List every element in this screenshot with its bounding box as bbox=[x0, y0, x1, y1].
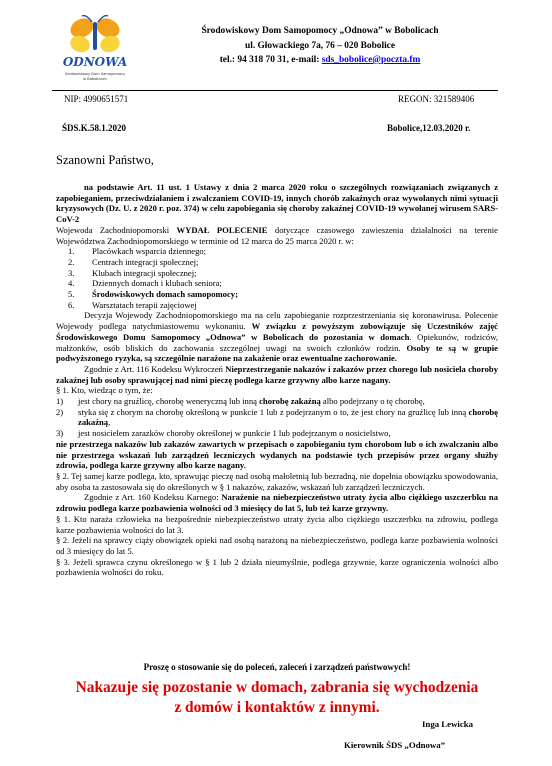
letter-date: Bobolice,12.03.2020 r. bbox=[387, 123, 471, 133]
art160-s1: § 1. Kto naraża człowieka na bezpośrednie niebezpieczeństwo utraty życia albo ciężkiego uszczerbku na zdrowiu, podlega karze pozbawienia wolności do lat 3. bbox=[56, 513, 498, 535]
text-span: dotyczące czasowego zawieszenia działalności na terenie Województwa Zachodniopomorskiego w terminie od 12 marca do 25 marca 2020 r. w: bbox=[56, 224, 498, 246]
letterhead bbox=[160, 24, 480, 68]
art160-paragraph bbox=[56, 492, 498, 513]
list-item bbox=[56, 289, 498, 300]
list-number: 5. bbox=[68, 289, 75, 300]
list-text: Klubach integracji społecznej; bbox=[92, 267, 197, 278]
compliance-request: Proszę o stosowanie się do poleceń, zaleceń i zarządzeń państwowych! bbox=[143, 662, 411, 672]
nip-number: NIP: 4990651571 bbox=[64, 94, 129, 104]
art116-conditions-list bbox=[56, 396, 498, 439]
logo-wordmark: ODNOWA bbox=[62, 55, 128, 69]
list-number: 6. bbox=[68, 299, 75, 310]
list-number: 2. bbox=[68, 256, 75, 267]
header-divider bbox=[52, 90, 498, 91]
list-number: 1. bbox=[68, 246, 75, 257]
organization-name: Środowiskowy Dom Samopomocy „Odnowa” w Bobolicach bbox=[201, 26, 439, 36]
text-span: Narażenie na niebezpieczeństwo utraty życia albo ciężkiego uszczerbku na zdrowiu podlega karze pozbawienia wolności od 3 miesięcy do lat 5, lub też karze grzywny. bbox=[56, 492, 498, 514]
list-item bbox=[56, 246, 498, 257]
text-span: , bbox=[108, 417, 111, 428]
signer-role: Kierownik ŚDS „Odnowa” bbox=[344, 740, 446, 750]
legal-basis-paragraph: na podstawie Art. 11 ust. 1 Ustawy z dnia 2 marca 2020 roku o szczególnych rozwiązaniach związanych z zapobieganiem, przeciwdziałaniem i zwalczaniem COVID-19, innych chorób zakaźnych oraz wywołanych nimi sytuacji kryzysowych (Dz. U. z 2020 r. poz. 374) w celu zapobiegania się choroby zakaźnej COVID-19 wywołanej wirusem SARS-CoV-2 bbox=[56, 182, 498, 225]
organization-contact bbox=[160, 53, 480, 68]
text-span: Osoby te są w grupie podwyższonego ryzyka, są szczególnie narażone na zakażenie oraz ewentualne zachorowanie. bbox=[56, 342, 498, 364]
signer-name: Inga Lewicka bbox=[422, 719, 474, 729]
logo-caption-line2: w Bobolicach bbox=[83, 77, 107, 81]
list-text: Dziennych domach i klubach seniora; bbox=[92, 278, 222, 289]
letter-body bbox=[56, 182, 498, 578]
text-span: Decyzja Wojewody Zachodniopomorskiego ma na celu zapobieganie rozprzestrzeniania się koronawirusa. Polecenie Wojewody podlega natychmiastowemu wykonaniu. bbox=[56, 310, 498, 332]
art160-s2: § 2. Jeżeli na sprawcy ciąży obowiązek opieki nad osobą narażoną na niebezpieczeństwo, podlega karze pozbawienia wolności od 3 miesięcy do lat 5. bbox=[56, 535, 498, 556]
text-span: Nieprzestrzeganie nakazów i zakazów przez chorego lub nosiciela choroby zakaźnej lub osoby sprawującej nad nimi pieczę podlega karze grzywny albo karze nagany. bbox=[56, 363, 499, 385]
art116-penalty: nie przestrzega nakazów lub zakazów zawartych w przepisach o zapobieganiu tym chorobom lub o ich zwalczaniu albo nie przestrzega wskazań lub zarządzeń leczniczych wydanych na podstawie tych przepisów przez organy służby zdrowia, podlega karze grzywny albo karze nagany. bbox=[56, 438, 498, 471]
decision-paragraph bbox=[56, 310, 498, 364]
list-text: Środowiskowych domach samopomocy; bbox=[92, 289, 238, 300]
greeting: Szanowni Państwo, bbox=[56, 153, 154, 167]
reference-number: ŚDS.K.58.1.2020 bbox=[62, 123, 127, 133]
logo-caption-line1: Środowiskowy Dom Samopomocy bbox=[64, 72, 126, 76]
list-number: 4. bbox=[68, 278, 75, 289]
order-line-2: z domów i kontaktów z innymi. bbox=[174, 698, 380, 716]
list-item bbox=[56, 407, 498, 428]
list-item bbox=[56, 278, 498, 289]
organization-address: ul. Głowackiego 7a, 76 – 020 Bobolice bbox=[245, 40, 395, 51]
list-number: 3. bbox=[68, 267, 75, 278]
list-number: 1) bbox=[56, 396, 64, 407]
list-number: 3) bbox=[56, 428, 64, 439]
organization-logo bbox=[52, 14, 138, 88]
art160-s3: § 3. Jeżeli sprawca czynu określonego w § 1 lub 2 działa nieumyślnie, podlega grzywnie, karze ograniczenia wolności albo pozbawienia wolności do roku. bbox=[56, 556, 498, 578]
text-span: Zgodnie z Art. 160 Kodeksu Karnego: bbox=[84, 492, 222, 503]
text-span: . Opiekunów, rodziców, małżonków, osób bliskich do zachowania szczególnej uwagi na swoich członków rodzin. bbox=[56, 331, 498, 353]
list-item bbox=[56, 428, 498, 439]
stay-home-order bbox=[40, 678, 514, 717]
email-link[interactable]: sds_bobolice@poczta.fm bbox=[321, 55, 421, 65]
list-item bbox=[56, 396, 498, 407]
text-span: jest chory na gruźlicę, chorobę weneryczną lub inną bbox=[78, 396, 260, 407]
list-text: Placówkach wsparcia dziennego; bbox=[92, 246, 207, 257]
text-span: chorobę zakaźną bbox=[78, 406, 498, 428]
list-text: Centrach integracji społecznej; bbox=[92, 256, 199, 267]
text-span: jest nosicielem zarazków choroby określonej w punkcie 1 lub podejrzanym o nosicielstwo, bbox=[78, 428, 391, 439]
suspended-facilities-list bbox=[56, 246, 498, 310]
list-item bbox=[56, 268, 498, 279]
regon-number: REGON: 321589406 bbox=[398, 94, 475, 104]
text-span: Zgodnie z Art. 116 Kodeksu Wykroczeń bbox=[84, 363, 226, 374]
voivode-order-paragraph bbox=[56, 225, 498, 246]
text-span: Wojewoda Zachodniopomorski bbox=[56, 224, 177, 235]
text-span: albo podejrzany o tę chorobę, bbox=[320, 396, 425, 407]
list-number: 2) bbox=[56, 406, 64, 417]
text-span: chorobę zakaźną bbox=[259, 396, 321, 407]
text-span: WYDAŁ POLECENIE bbox=[176, 224, 268, 235]
text-span: styka się z chorym na chorobę określoną w punkcie 1 lub z podejrzanym o to, że jest chory na gruźlicę lub inną bbox=[78, 406, 469, 417]
list-item bbox=[56, 257, 498, 268]
list-text: Warsztatach terapii zajęciowej bbox=[92, 299, 197, 310]
order-line-1: Nakazuje się pozostanie w domach, zabrania się wychodzenia bbox=[75, 679, 479, 696]
phone-text: tel.: 94 318 70 31, e-mail: bbox=[219, 55, 322, 65]
text-span: W związku z powyższym zobowiązuje się Uczestników zajęć Środowiskowego Domu Samopomocy „Odnowa” w Bobolicach do pozostania w domach bbox=[56, 321, 498, 342]
list-item bbox=[56, 300, 498, 311]
art116-paragraph bbox=[56, 364, 498, 385]
art116-s2: § 2. Tej samej karze podlega, kto, sprawując pieczę nad osobą małoletnią lub bezradną, nie dopełnia obowiązku spowodowania, aby osoba ta zastosowała się do określonych w § 1 nakazów, zakazów, wskazań lub zarządzeń leczniczych. bbox=[56, 470, 498, 492]
art116-s1-intro: § 1. Kto, wiedząc o tym, że: bbox=[56, 385, 153, 396]
